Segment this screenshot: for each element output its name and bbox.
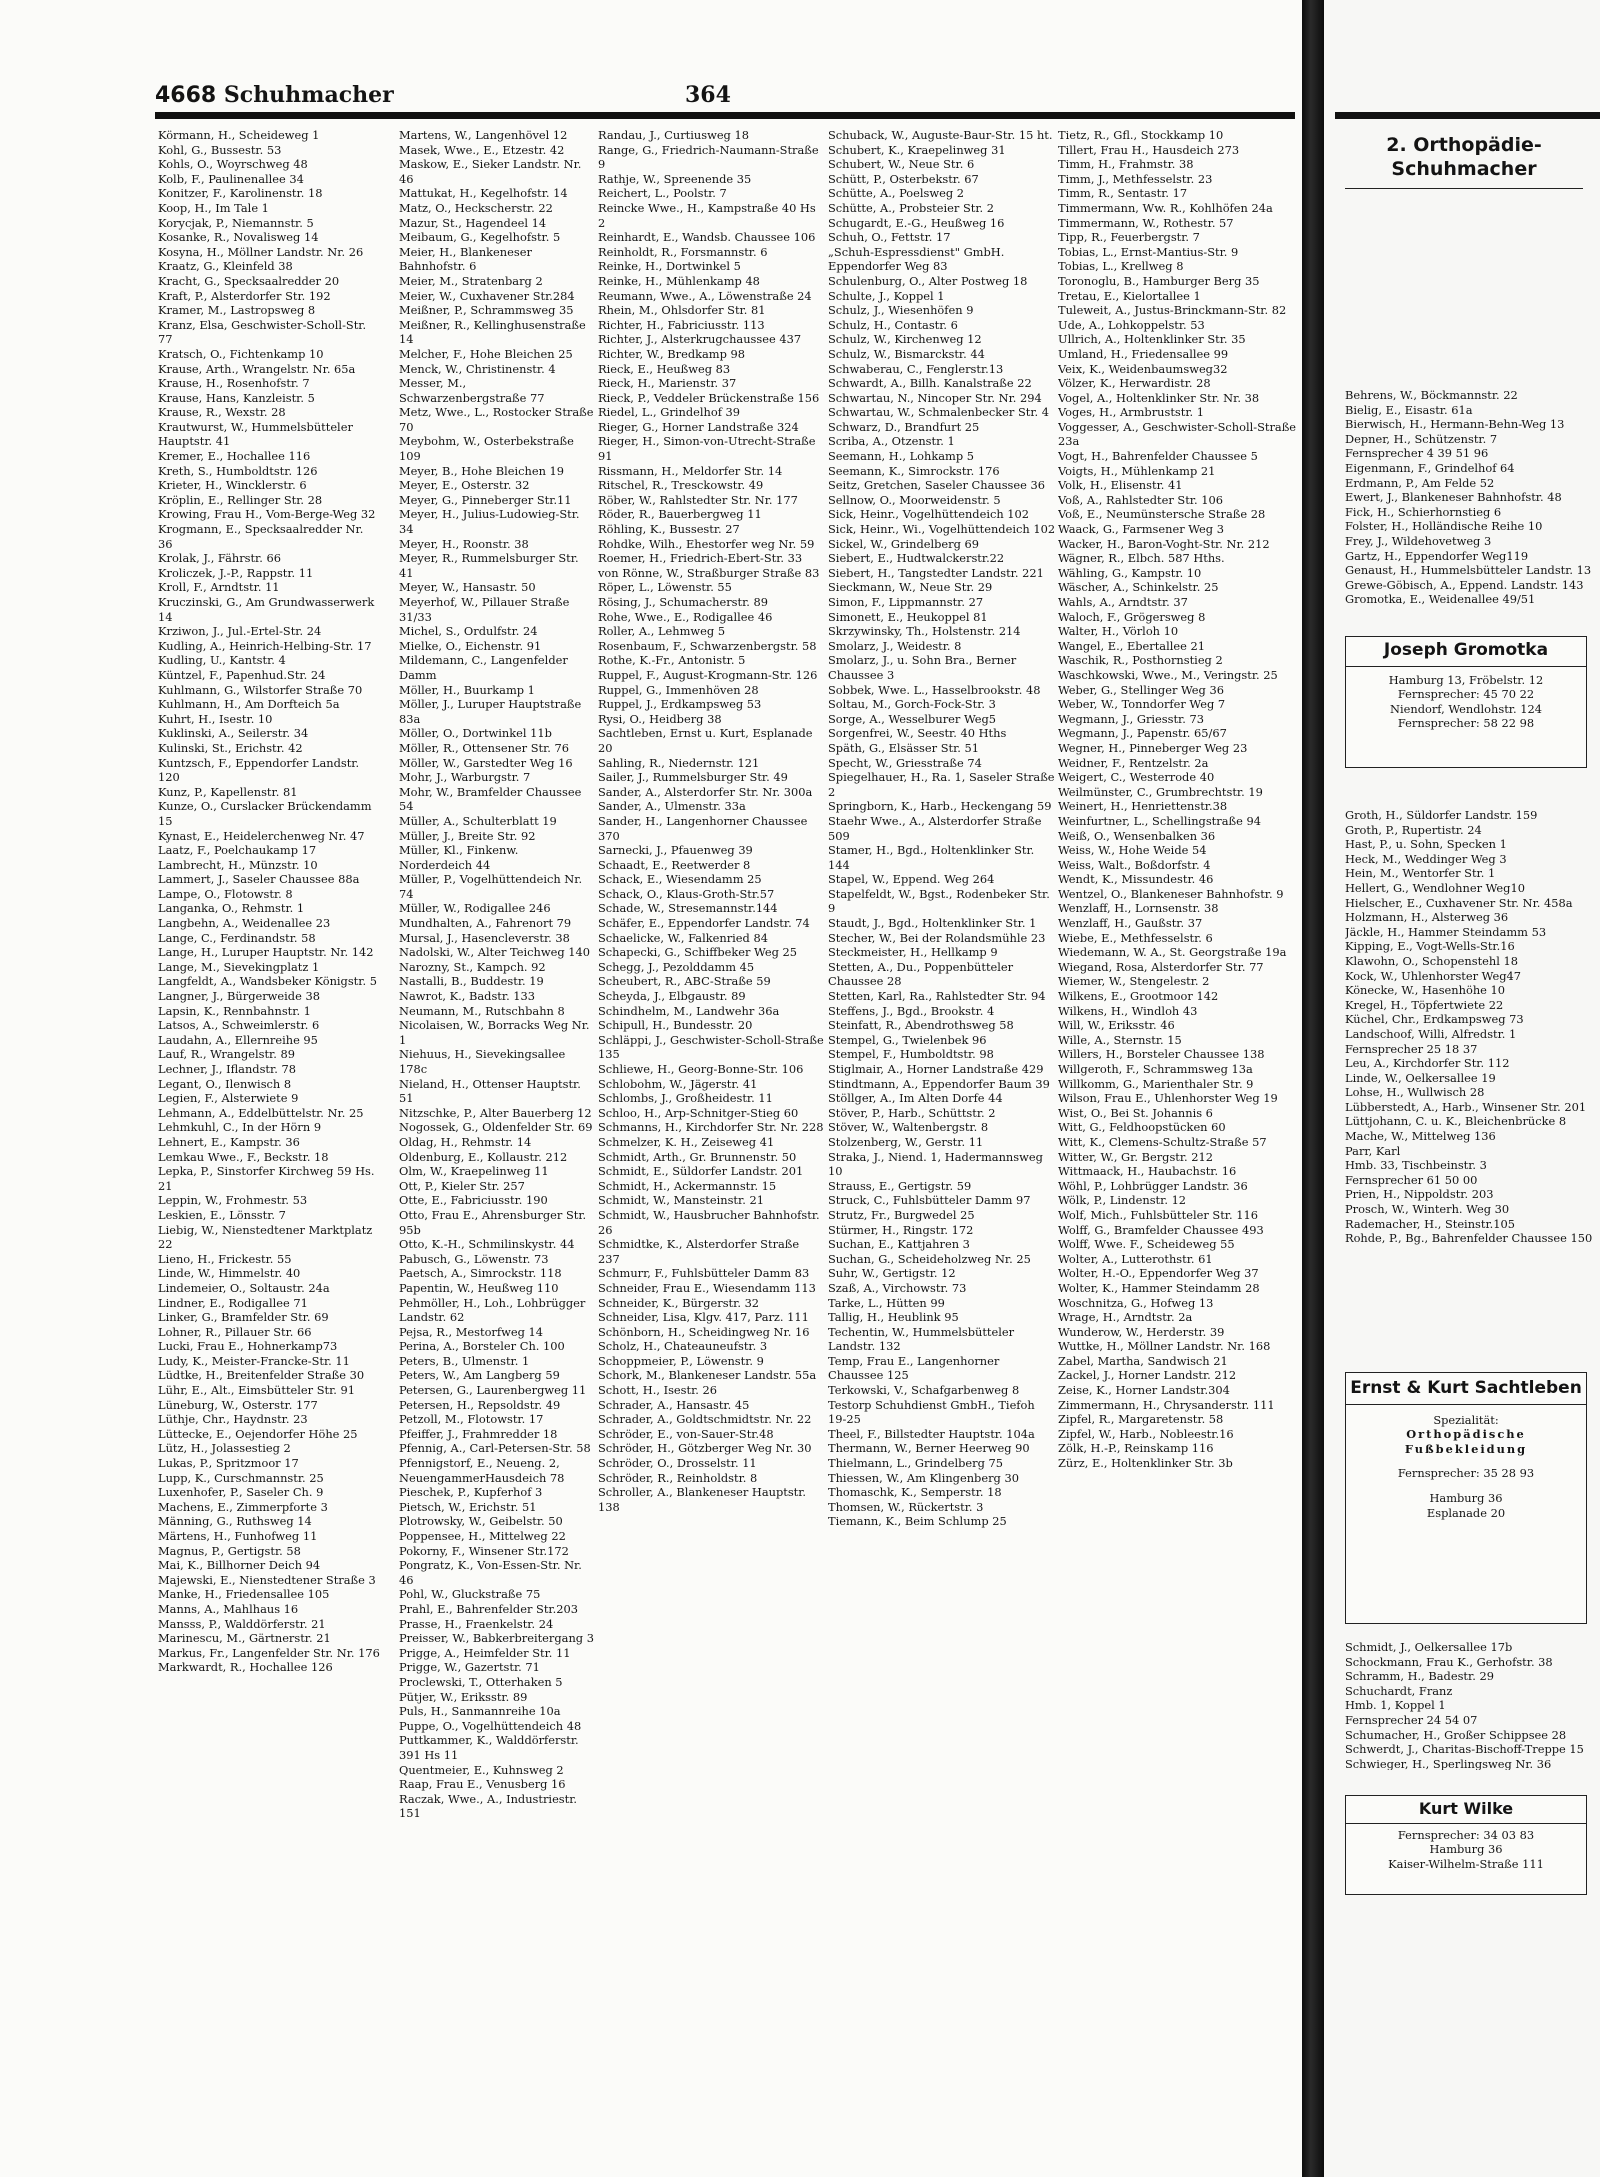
- section-rule: [1345, 188, 1583, 189]
- ad-gromotka-line4: Fernsprecher: 58 22 98: [1397, 716, 1535, 731]
- directory-column-2: Martens, W., Langenhövel 12 Masek, Wwe., E., Etzestr. 42 Maskow, E., Sieker Landstr. Nr. 46 Mattukat, H., Kegelhofstr. 14 Matz, O., Heckscherstr. 22 Mazur, St., Hagendeel 14 Meibaum, G., Kegelhofstr. 5 Meier, H., Blankeneser Bahnhofstr. 6 Meier, M., Stratenbarg 2 Meier, W., Cuxhavener Str.284 Meißner, P., Schrammsweg 35 Meißner, R., Kellinghusenstraße 14 Melcher, F., Hohe Bleichen 25 Menck, W., Christinenstr. 4 Messer, M., Schwarzenbergstraße 77 Metz, Wwe., L., Rostocker Straße 70 Meybohm, W., Osterbekstraße 109 Meyer, B., Hohe Bleichen 19 Meyer, E., Osterstr. 32 Meyer, G., Pinneberger Str.11 Meyer, H., Julius-Ludowieg-Str. 34 Meyer, H., Roonstr. 38 Meyer, R., Rummelsburger Str. 41 Meyer, W., Hansastr. 50 Meyerhof, W., Pillauer Straße 31/33 Michel, S., Ordulfstr. 24 Mielke, O., Eichenstr. 91 Mildemann, C., Langenfelder Damm Möller, H., Buurkamp 1 Möller, J., Luruper Hauptstraße 83a Möller, O., Dortwinkel 11b Möller, R., Ottensener Str. 76 Möller, W., Garstedter Weg 16 Mohr, J., Warburgstr. 7 Mohr, W., Bramfelder Chaussee 54 Müller, A., Schulterblatt 19 Müller, J., Breite Str. 92 Müller, Kl., Finkenw. Norderdeich 44 Müller, P., Vogelhüttendeich Nr. 74 Müller, W., Rodigallee 246 Mundhalten, A., Fahrenort 79 Mursal, J., Hasencleverstr. 38 Nadolski, W., Alter Teichweg 140 Narozny, St., Kampch. 92 Nastalli, B., Buddestr. 19 Nawrot, K., Badstr. 133 Neumann, M., Rutschbahn 8 Nicolaisen, W., Borracks Weg Nr. 1 Niehuus, H., Sievekingsallee 178c Nieland, H., Ottenser Hauptstr. 51 Nitzschke, P., Alter Bauerberg 12 Nogossek, G., Oldenfelder Str. 69 Oldag, H., Rehmstr. 14 Oldenburg, E., Kollaustr. 212 Olm, W., Kraepelinweg 11 Ott, P., Kieler Str. 257 Otte, E., Fabriciusstr. 190 Otto, Frau E., Ahrensburger Str. 95b Otto, K.-H., Schmilinskystr. 44 Pabusch, G., Löwenstr. 73 Paetsch, A., Simrockstr. 118 Papentin, W., Heußweg 110 Pehmöller, H., Loh., Lohbrügger Landstr. 62 Pejsa, R., Mestorfweg 14 Perina, A., Borsteler Ch. 100 Peters, B., Ulmenstr. 1 Peters, W., Am Langberg 59 Petersen, G., Laurenbergweg 11 Petersen, H., Repsoldstr. 49 Petzoll, M., Flotowstr. 17 Pfeiffer, J., Frahmredder 18 Pfennig, A., Carl-Petersen-Str. 58 Pfennigstorf, E., Neueng. 2, NeuengammerHausdeich 78 Pieschek, P., Kupferhof 3 Pietsch, W., Erichstr. 51 Plotrowsky, W., Geibelstr. 50 Poppensee, H., Mittelweg 22 Pokorny, F., Winsener Str.172 Pongratz, K., Von-Essen-Str. Nr. 46 Pohl, W., Gluckstraße 75 Prahl, E., Bahrenfelder Str.203 Prasse, H., Fraenkelstr. 24 Preisser, W., Babkerbreitergang 3 Prigge, A., Heimfelder Str. 11 Prigge, W., Gazertstr. 71 Proclewski, T., Otterhaken 5 Pütjer, W., Eriksstr. 89 Puls, H., Sanmannreihe 10a Puppe, O., Vogelhüttendeich 48 Puttkammer, K., Walddörferstr. 391 Hs 11 Quentmeier, E., Kuhnsweg 2 Raap, Frau E., Venusberg 16 Raczak, Wwe., A., Industriestr. 151: [399, 128, 594, 1821]
- directory-column-3: Randau, J., Curtiusweg 18 Range, G., Friedrich-Naumann-Straße 9 Rathje, W., Spreenende 35 Reichert, L., Poolstr. 7 Reincke Wwe., H., Kampstraße 40 Hs 2 Reinhardt, E., Wandsb. Chaussee 106 Reinholdt, R., Forsmannstr. 6 Reinke, H., Dortwinkel 5 Reinke, H., Mühlenkamp 48 Reumann, Wwe., A., Löwenstraße 24 Rhein, M., Ohlsdorfer Str. 81 Richter, H., Fabriciusstr. 113 Richter, J., Alsterkrugchaussee 437 Richter, W., Bredkamp 98 Rieck, E., Heußweg 83 Rieck, H., Marienstr. 37 Rieck, P., Veddeler Brückenstraße 156 Riedel, L., Grindelhof 39 Rieger, G., Horner Landstraße 324 Rieger, H., Simon-von-Utrecht-Straße 91 Rissmann, H., Meldorfer Str. 14 Ritschel, R., Tresckowstr. 49 Röber, W., Rahlstedter Str. Nr. 177 Röder, R., Bauerbergweg 11 Röhling, K., Bussestr. 27 Rohdke, Wilh., Ehestorfer weg Nr. 59 Roemer, H., Friedrich-Ebert-Str. 33 von Rönne, W., Straßburger Straße 83 Röper, L., Löwenstr. 55 Rösing, J., Schumacherstr. 89 Rohe, Wwe., E., Rodigallee 46 Roller, A., Lehmweg 5 Rosenbaum, F., Schwarzenbergstr. 58 Rothe, K.-Fr., Antonistr. 5 Ruppel, F., August-Krogmann-Str. 126 Ruppel, G., Immenhöven 28 Ruppel, J., Erdkampsweg 53 Rysi, O., Heidberg 38 Sachtleben, Ernst u. Kurt, Esplanade 20 Sahling, R., Niedernstr. 121 Sailer, J., Rummelsburger Str. 49 Sander, A., Alsterdorfer Str. Nr. 300a Sander, A., Ulmenstr. 33a Sander, H., Langenhorner Chaussee 370 Sarnecki, J., Pfauenweg 39 Schaadt, E., Reetwerder 8 Schack, E., Wiesendamm 25 Schack, O., Klaus-Groth-Str.57 Schade, W., Stresemannstr.144 Schäfer, E., Eppendorfer Landstr. 74 Schaelicke, W., Falkenried 84 Schapecki, G., Schiffbeker Weg 25 Schegg, J., Pezolddamm 45 Scheubert, R., ABC-Straße 59 Scheyda, J., Elbgaustr. 89 Schindhelm, M., Landwehr 36a Schipull, H., Bundesstr. 20 Schläppi, J., Geschwister-Scholl-Straße 135 Schliewe, H., Georg-Bonne-Str. 106 Schlobohm, W., Jägerstr. 41 Schlombs, J., Großheidestr. 11 Schloo, H., Arp-Schnitger-Stieg 60 Schmanns, H., Kirchdorfer Str. Nr. 228 Schmelzer, K. H., Zeiseweg 41 Schmidt, Arth., Gr. Brunnenstr. 50 Schmidt, E., Süldorfer Landstr. 201 Schmidt, H., Ackermannstr. 15 Schmidt, W., Mansteinstr. 21 Schmidt, W., Hausbrucher Bahnhofstr. 26 Schmidtke, K., Alsterdorfer Straße 237 Schmurr, F., Fuhlsbütteler Damm 83 Schneider, Frau E., Wiesendamm 113 Schneider, K., Bürgerstr. 32 Schneider, Lisa, Klgv. 417, Parz. 111 Schönborn, H., Scheidingweg Nr. 16 Scholz, H., Chateauneufstr. 3 Schoppmeier, P., Löwenstr. 9 Schork, M., Blankeneser Landstr. 55a Schott, H., Isestr. 26 Schrader, A., Hansastr. 45 Schrader, A., Goldtschmidtstr. Nr. 22 Schröder, E., von-Sauer-Str.48 Schröder, H., Götzberger Weg Nr. 30 Schröder, O., Drosselstr. 11 Schröder, R., Reinholdstr. 8 Schroller, A., Blankeneser Hauptstr. 138: [598, 128, 824, 1514]
- directory-column-5: Tietz, R., Gfl., Stockkamp 10 Tillert, Frau H., Hausdeich 273 Timm, H., Frahmstr. 38 Timm, J., Methfesselstr. 23 Timm, R., Sentastr. 17 Timmermann, Ww. R., Kohlhöfen 24a Timmermann, W., Rothestr. 57 Tipp, R., Feuerbergstr. 7 Tobias, L., Ernst-Mantius-Str. 9 Tobias, L., Krellweg 8 Toronoglu, B., Hamburger Berg 35 Tretau, E., Kielortallee 1 Tuleweit, A., Justus-Brinckmann-Str. 82 Ude, A., Lohkoppelstr. 53 Ullrich, A., Holtenklinker Str. 35 Umland, H., Friedensallee 99 Veix, K., Weidenbaumsweg32 Völzer, K., Herwardistr. 28 Vogel, A., Holtenklinker Str. Nr. 38 Voges, H., Armbruststr. 1 Voggesser, A., Geschwister-Scholl-Straße 23a Vogt, H., Bahrenfelder Chaussee 5 Voigts, H., Mühlenkamp 21 Volk, H., Elisenstr. 41 Voß, A., Rahlstedter Str. 106 Voß, E., Neumünstersche Straße 28 Waack, G., Farmsener Weg 3 Wacker, H., Baron-Voght-Str. Nr. 212 Wägner, R., Elbch. 587 Hths. Wähling, G., Kampstr. 10 Wäscher, A., Schinkelstr. 25 Wahls, A., Arndtstr. 37 Waloch, F., Grögersweg 8 Walter, H., Vörloh 10 Wangel, E., Ebertallee 21 Waschik, R., Posthornstieg 2 Waschkowski, Wwe., M., Veringstr. 25 Weber, G., Stellinger Weg 36 Weber, W., Tonndorfer Weg 7 Wegmann, J., Griesstr. 73 Wegmann, J., Papenstr. 65/67 Wegner, H., Pinneberger Weg 23 Weidner, F., Rentzelstr. 2a Weigert, C., Westerrode 40 Weilmünster, C., Grumbrechtstr. 19 Weinert, H., Henriettenstr.38 Weinfurtner, L., Schellingstraße 94 Weiß, O., Wensenbalken 36 Weiss, W., Hohe Weide 54 Weiss, Walt., Boßdorfstr. 4 Wendt, K., Missundestr. 46 Wentzel, O., Blankeneser Bahnhofstr. 9 Wenzlaff, H., Lornsenstr. 38 Wenzlaff, H., Gaußstr. 37 Wiebe, E., Methfesselstr. 6 Wiedemann, W. A., St. Georgstraße 19a Wiegand, Rosa, Alsterdorfer Str. 77 Wiemer, W., Stengelestr. 2 Wilkens, E., Grootmoor 142 Wilkens, H., Windloh 43 Will, W., Eriksstr. 46 Wille, A., Sternstr. 15 Willers, H., Borsteler Chaussee 138 Willgeroth, F., Schrammsweg 13a Willkomm, G., Marienthaler Str. 9 Wilson, Frau E., Uhlenhorster Weg 19 Wist, O., Bei St. Johannis 6 Witt, G., Feldhoopstücken 60 Witt, K., Clemens-Schultz-Straße 57 Witter, W., Gr. Bergstr. 212 Wittmaack, H., Haubachstr. 16 Wöhl, P., Lohbrügger Landstr. 36 Wölk, P., Lindenstr. 12 Wolf, Mich., Fuhlsbütteler Str. 116 Wolff, G., Bramfelder Chaussee 493 Wolff, Wwe. F., Scheideweg 55 Wolter, A., Lutterothstr. 61 Wolter, H.-O., Eppendorfer Weg 37 Wolter, K., Hammer Steindamm 28 Woschnitza, G., Hofweg 13 Wrage, H., Arndtstr. 2a Wunderow, W., Herderstr. 39 Wuttke, H., Möllner Landstr. Nr. 168 Zabel, Martha, Sandwisch 21 Zackel, J., Horner Landstr. 212 Zeise, K., Horner Landstr.304 Zimmermann, H., Chrysanderstr. 111 Zipfel, R., Margaretenstr. 58 Zipfel, W., Harb., Nobleestr.16 Zölk, H.-P., Reinskamp 116 Zürz, E., Holtenklinker Str. 3b: [1058, 128, 1297, 1471]
- header-rule-right: [1335, 112, 1600, 119]
- orthopedic-list-2: Groth, H., Süldorfer Landstr. 159 Groth, P., Rupertistr. 24 Hast, P., u. Sohn, Specken 1 Heck, M., Weddinger Weg 3 Hein, M., Wentorfer Str. 1 Hellert, G., Wendlohner Weg10 Hielscher, E., Cuxhavener Str. Nr. 458a Holzmann, H., Alsterweg 36 Jäckle, H., Hammer Steindamm 53 Kipping, E., Vogt-Wells-Str.16 Klawohn, O., Schopenstehl 18 Kock, W., Uhlenhorster Weg47 Könecke, W., Hasenhöhe 10 Kregel, H., Töpfertwiete 22 Küchel, Chr., Erdkampsweg 73 Landschoof, Willi, Alfredstr. 1 Fernsprecher 25 18 37 Leu, A., Kirchdorfer Str. 112 Linde, W., Oelkersallee 19 Lohse, H., Wullwisch 28 Lübberstedt, A., Harb., Winsener Str. 201 Lüttjohann, C. u. K., Bleichenbrücke 8 Mache, W., Mittelweg 136 Parr, Karl Hmb. 33, Tischbeinstr. 3 Fernsprecher 61 50 00 Prien, H., Nippoldstr. 203 Prosch, W., Winterh. Weg 30 Rademacher, H., Steinstr.105 Rohde, P., Bg., Bahrenfelder Chaussee 150: [1345, 808, 1593, 1246]
- ad-wilke-line3: Kaiser-Wilhelm-Straße 111: [1388, 1856, 1544, 1871]
- ad-wilke-line2: Hamburg 36: [1429, 1842, 1503, 1857]
- ad-wilke-line1: Fernsprecher: 34 03 83: [1397, 1827, 1535, 1842]
- ad-sachtleben-line3: Fußbekleidung: [1404, 1441, 1528, 1456]
- ad-gap: [1346, 1456, 1586, 1466]
- page-header-left: [155, 82, 394, 108]
- ad-sachtleben-line6: Esplanade 20: [1426, 1505, 1506, 1520]
- ad-sachtleben-line2: Orthopädische: [1406, 1427, 1526, 1442]
- ad-wilke: [1345, 1795, 1587, 1895]
- section-number: 4668: [155, 83, 217, 108]
- ad-gromotka-line3: Niendorf, Wendlohstr. 124: [1390, 701, 1542, 716]
- ad-wilke-name: Kurt Wilke: [1346, 1796, 1586, 1824]
- orthopedic-list-1: Behrens, W., Böckmannstr. 22 Bielig, E., Eisastr. 61a Bierwisch, H., Hermann-Behn-Weg 13 Depner, H., Schützenstr. 7 Fernsprecher 4 39 51 96 Eigenmann, F., Grindelhof 64 Erdmann, P., Am Felde 52 Ewert, J., Blankeneser Bahnhofstr. 48 Fick, H., Schierhornstieg 6 Folster, H., Holländische Reihe 10 Frey, J., Wildehovetweg 3 Gartz, H., Eppendorfer Weg119 Genaust, H., Hummelsbütteler Landstr. 13 Grewe-Göbisch, A., Eppend. Landstr. 143 Gromotka, E., Weidenallee 49/51: [1345, 388, 1592, 607]
- book-gutter: [1302, 0, 1324, 2177]
- page-number: 364: [685, 82, 731, 108]
- directory-column-1: Körmann, H., Scheideweg 1 Kohl, G., Bussestr. 53 Kohls, O., Woyrschweg 48 Kolb, F., Paulinenallee 34 Konitzer, F., Karolinenstr. 18 Koop, H., Im Tale 1 Korycjak, P., Niemannstr. 5 Kosanke, R., Novalisweg 14 Kosyna, H., Möllner Landstr. Nr. 26 Kraatz, G., Kleinfeld 38 Kracht, G., Specksaalredder 20 Kraft, P., Alsterdorfer Str. 192 Kramer, M., Lastropsweg 8 Kranz, Elsa, Geschwister-Scholl-Str. 77 Kratsch, O., Fichtenkamp 10 Krause, Arth., Wrangelstr. Nr. 65a Krause, H., Rosenhofstr. 7 Krause, Hans, Kanzleistr. 5 Krause, R., Wexstr. 28 Krautwurst, W., Hummelsbütteler Hauptstr. 41 Kremer, E., Hochallee 116 Kreth, S., Humboldtstr. 126 Krieter, H., Wincklerstr. 6 Kröplin, E., Rellinger Str. 28 Krowing, Frau H., Vom-Berge-Weg 32 Krogmann, E., Specksaalredder Nr. 36 Krolak, J., Fährstr. 66 Kroliczek, J.-P., Rappstr. 11 Kroll, F., Arndtstr. 11 Kruczinski, G., Am Grundwasserwerk 14 Krziwon, J., Jul.-Ertel-Str. 24 Kudling, A., Heinrich-Helbing-Str. 17 Kudling, U., Kantstr. 4 Küntzel, F., Papenhud.Str. 24 Kuhlmann, G., Wilstorfer Straße 70 Kuhlmann, H., Am Dorfteich 5a Kuhrt, H., Isestr. 10 Kuklinski, A., Seilerstr. 34 Kulinski, St., Erichstr. 42 Kuntzsch, F., Eppendorfer Landstr. 120 Kunz, P., Kapellenstr. 81 Kunze, O., Curslacker Brückendamm 15 Kynast, E., Heidelerchenweg Nr. 47 Laatz, F., Poelchaukamp 17 Lambrecht, H., Münzstr. 10 Lammert, J., Saseler Chaussee 88a Lampe, O., Flotowstr. 8 Langanka, O., Rehmstr. 1 Langbehn, A., Weidenallee 23 Lange, C., Ferdinandstr. 58 Lange, H., Luruper Hauptstr. Nr. 142 Lange, M., Sievekingplatz 1 Langfeldt, A., Wandsbeker Königstr. 5 Langner, J., Bürgerweide 38 Lapsin, K., Rennbahnstr. 1 Latsos, A., Schweimlerstr. 6 Laudahn, A., Ellernreihe 95 Lauf, R., Wrangelstr. 89 Lechner, J., Iflandstr. 78 Legant, O., Ilenwisch 8 Legien, F., Alsterwiete 9 Lehmann, A., Eddelbüttelstr. Nr. 25 Lehmkuhl, C., In der Hörn 9 Lehnert, E., Kampstr. 36 Lemkau Wwe., F., Beckstr. 18 Lepka, P., Sinstorfer Kirchweg 59 Hs. 21 Leppin, W., Frohmestr. 53 Leskien, E., Lönsstr. 7 Liebig, W., Nienstedtener Marktplatz 22 Lieno, H., Frickestr. 55 Linde, W., Himmelstr. 40 Lindemeier, O., Soltaustr. 24a Lindner, E., Rodigallee 71 Linker, G., Bramfelder Str. 69 Lohner, R., Pillauer Str. 66 Lucki, Frau E., Hohnerkamp73 Ludy, K., Meister-Francke-Str. 11 Lüdtke, H., Breitenfelder Straße 30 Lühr, E., Alt., Eimsbütteler Str. 91 Lüneburg, W., Osterstr. 177 Lüthje, Chr., Haydnstr. 23 Lüttecke, E., Oejendorfer Höhe 25 Lütz, H., Jolassestieg 2 Lukas, P., Spritzmoor 17 Lupp, K., Curschmannstr. 25 Luxenhofer, P., Saseler Ch. 9 Machens, E., Zimmerpforte 3 Männing, G., Ruthsweg 14 Märtens, H., Funhofweg 11 Magnus, P., Gertigstr. 58 Mai, K., Billhorner Deich 94 Majewski, E., Nienstedtener Straße 3 Manke, H., Friedensallee 105 Manns, A., Mahlhaus 16 Mansss, P., Walddörferstr. 21 Marinescu, M., Gärtnerstr. 21 Markus, Fr., Langenfelder Str. Nr. 176 Markwardt, R., Hochallee 126: [158, 128, 380, 1675]
- section-heading-line2: Schuhmacher: [1391, 158, 1537, 180]
- ad-gromotka-line1: Hamburg 13, Fröbelstr. 12: [1388, 672, 1544, 687]
- header-rule: [155, 112, 1295, 119]
- section-title: Schuhmacher: [223, 82, 394, 108]
- ad-sachtleben-name: Ernst & Kurt Sachtleben: [1346, 1373, 1586, 1405]
- section-heading: [1360, 133, 1568, 181]
- directory-column-4: Schuback, W., Auguste-Baur-Str. 15 ht. Schubert, K., Kraepelinweg 31 Schubert, W., Neue Str. 6 Schütt, P., Osterbekstr. 67 Schütte, A., Poelsweg 2 Schütte, A., Probsteier Str. 2 Schugardt, E.-G., Heußweg 16 Schuh, O., Fettstr. 17 „Schuh-Espressdienst" GmbH. Eppendorfer Weg 83 Schulenburg, O., Alter Postweg 18 Schulte, J., Koppel 1 Schulz, J., Wiesenhöfen 9 Schulz, H., Contastr. 6 Schulz, W., Kirchenweg 12 Schulz, W., Bismarckstr. 44 Schwaberau, C., Fenglerstr.13 Schwardt, A., Billh. Kanalstraße 22 Schwartau, N., Nincoper Str. Nr. 294 Schwartau, W., Schmalenbecker Str. 4 Schwarz, D., Brandfurt 25 Scriba, A., Otzenstr. 1 Seemann, H., Lohkamp 5 Seemann, K., Simrockstr. 176 Seitz, Gretchen, Saseler Chaussee 36 Sellnow, O., Moorweidenstr. 5 Sick, Heinr., Vogelhüttendeich 102 Sick, Heinr., Wi., Vogelhüttendeich 102 Sickel, W., Grindelberg 69 Siebert, E., Hudtwalckerstr.22 Siebert, H., Tangstedter Landstr. 221 Sieckmann, W., Neue Str. 29 Simon, F., Lippmannstr. 27 Simonett, E., Heukoppel 81 Skrzywinsky, Th., Holstenstr. 214 Smolarz, J., Weidestr. 8 Smolarz, J., u. Sohn Bra., Berner Chaussee 3 Sobbek, Wwe. L., Hasselbrookstr. 48 Soltau, M., Gorch-Fock-Str. 3 Sorge, A., Wesselburer Weg5 Sorgenfrei, W., Seestr. 40 Hths Späth, G., Elsässer Str. 51 Specht, W., Griesstraße 74 Spiegelhauer, H., Ra. 1, Saseler Straße 2 Springborn, K., Harb., Heckengang 59 Staehr Wwe., A., Alsterdorfer Straße 509 Stamer, H., Bgd., Holtenklinker Str. 144 Stapel, W., Eppend. Weg 264 Stapelfeldt, W., Bgst., Rodenbeker Str. 9 Staudt, J., Bgd., Holtenklinker Str. 1 Stecher, W., Bei der Rolandsmühle 23 Steckmeister, H., Hellkamp 9 Stetten, A., Du., Poppenbütteler Chaussee 28 Stetten, Karl, Ra., Rahlstedter Str. 94 Steffens, J., Bgd., Brookstr. 4 Steinfatt, R., Abendrothsweg 58 Stempel, G., Twielenbek 96 Stempel, F., Humboldtstr. 98 Stiglmair, A., Horner Landstraße 429 Stindtmann, A., Eppendorfer Baum 39 Stöllger, A., Im Alten Dorfe 44 Stöver, P., Harb., Schüttstr. 2 Stöver, W., Waltenbergstr. 8 Stolzenberg, W., Gerstr. 11 Straka, J., Niend. 1, Hadermannsweg 10 Strauss, E., Gertigstr. 59 Struck, C., Fuhlsbütteler Damm 97 Strutz, Fr., Burgwedel 25 Stürmer, H., Ringstr. 172 Suchan, E., Kattjahren 3 Suchan, G., Scheideholzweg Nr. 25 Suhr, W., Gertigstr. 12 Szaß, A., Virchowstr. 73 Tarke, L., Hütten 99 Tallig, H., Heublink 95 Techentin, W., Hummelsbütteler Landstr. 132 Temp, Frau E., Langenhorner Chaussee 125 Terkowski, V., Schafgarbenweg 8 Testorp Schuhdienst GmbH., Tiefoh 19-25 Theel, F., Billstedter Hauptstr. 104a Thermann, W., Berner Heerweg 90 Thielmann, L., Grindelberg 75 Thiessen, W., Am Klingenberg 30 Thomaschk, K., Semperstr. 18 Thomsen, W., Rückertstr. 3 Tiemann, K., Beim Schlump 25: [828, 128, 1056, 1529]
- ad-gromotka: [1345, 636, 1587, 768]
- ad-sachtleben-line4: Fernsprecher: 35 28 93: [1397, 1466, 1535, 1481]
- ad-gromotka-name: Joseph Gromotka: [1346, 637, 1586, 667]
- ad-sachtleben: [1345, 1372, 1587, 1624]
- ad-gap-2: [1346, 1481, 1586, 1491]
- orthopedic-list-3: Schmidt, J., Oelkersallee 17b Schockmann, Frau K., Gerhofstr. 38 Schramm, H., Badestr. 29 Schuchardt, Franz Hmb. 1, Koppel 1 Fernsprecher 24 54 07 Schumacher, H., Großer Schippsee 28 Schwerdt, J., Charitas-Bischoff-Treppe 15 Schwieger, H., Sperlingsweg Nr. 36: [1345, 1640, 1584, 1770]
- ad-gromotka-line2: Fernsprecher: 45 70 22: [1397, 687, 1535, 702]
- ad-sachtleben-line1: Spezialität:: [1433, 1412, 1499, 1427]
- section-heading-line1: 2. Orthopädie-: [1386, 134, 1542, 156]
- ad-sachtleben-line5: Hamburg 36: [1429, 1490, 1503, 1505]
